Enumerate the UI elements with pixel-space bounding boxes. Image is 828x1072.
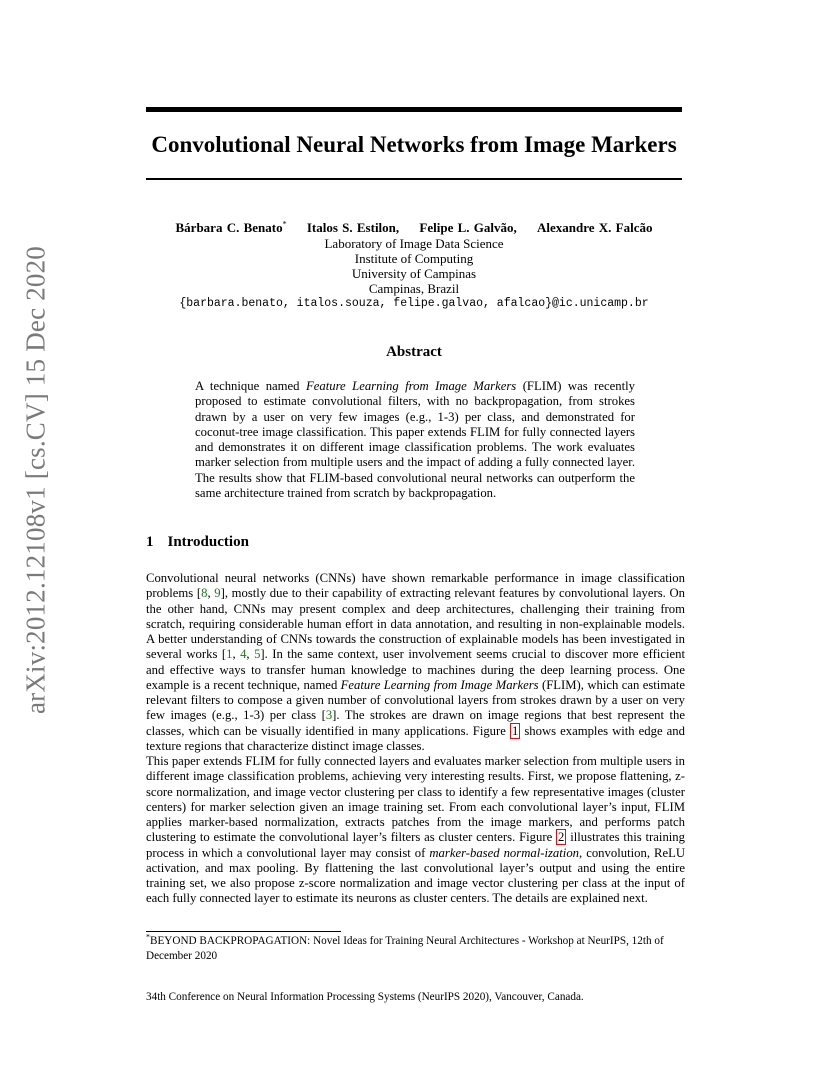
footnote-rule bbox=[146, 931, 341, 932]
title-top-rule bbox=[146, 107, 682, 112]
citation-link[interactable]: 8 bbox=[201, 586, 208, 601]
intro-paragraph-2: This paper extends FLIM for fully connected layers and evaluates marker selection from multiple users in different image classification problems, achieving very interesting results. First, we propose flattening, z-score normalization, and image vector clustering per class to identify a few representative images (cluster centers) for marker selection given an image training set. From each convolutional layer’s input, FLIM applies marker-based normalization, extracts patches from the image markers, and performs patch clustering to estimate the convolutional layer’s filters as cluster centers. Figure 2 illustrates this training process in which a convolutional layer may consist of marker-based normal-ization, convolution, ReLU activation, and max pooling. By flattening the last convolutional layer’s output and using the entire training set, we also propose z-score normalization and image vector clustering per class at the input of each fully connected layer to estimate its neurons as cluster centers. The details are explained next. bbox=[146, 754, 686, 906]
figure-ref-link[interactable]: 1 bbox=[511, 723, 519, 738]
author-emails: {barbara.benato, italos.souza, felipe.galvao, afalcao}@ic.unicamp.br bbox=[179, 297, 649, 311]
author-footnote-mark: * bbox=[282, 220, 287, 229]
conference-notice: 34th Conference on Neural Information Processing Systems (NeurIPS 2020), Vancouver, Canada. bbox=[146, 991, 584, 1003]
paper-title: Convolutional Neural Networks from Image Markers bbox=[151, 132, 677, 157]
author-block bbox=[146, 216, 682, 312]
author-3: Felipe L. Galvão, bbox=[419, 220, 517, 236]
arxiv-sidebar bbox=[10, 245, 62, 715]
author-2: Italos S. Estilon, bbox=[306, 220, 400, 236]
section-heading-introduction bbox=[146, 534, 682, 551]
citation-link[interactable]: 1 bbox=[226, 647, 233, 662]
section-number: 1 bbox=[146, 534, 154, 550]
footnote-text: BEYOND BACKPROPAGATION: Novel Ideas for Training Neural Architectures - Workshop at NeurIPS, 12th of December 2020 bbox=[146, 935, 664, 962]
citation-link[interactable]: 5 bbox=[254, 647, 261, 662]
author-names bbox=[146, 216, 682, 236]
citation-link[interactable]: 4 bbox=[240, 647, 247, 662]
intro-paragraph-1: Convolutional neural networks (CNNs) have shown remarkable performance in image classification problems [8, 9], mostly due to their capability of extracting relevant features by convolutional layers. On the other hand, CNNs may present complex and deep architectures, challenging their training from scratch, requiring considerable human effort in data annotation, and resulting in non-explainable models. A better understanding of CNNs towards the construction of explainable models has been investigated in several works [1, 4, 5]. In the same context, user involvement seems crucial to discover more efficient and effective ways to transfer human knowledge to machines during the deep learning process. One example is a recent technique, named Feature Learning from Image Markers (FLIM), which can estimate relevant filters to compose a given number of convolutional layers from strokes drawn by a user on very few images (e.g., 1-3) per class [3]. The strokes are drawn on image regions that best represent the classes, which can be visually identified in many applications. Figure 1 shows examples with edge and texture regions that characterize distinct image classes. bbox=[146, 571, 686, 753]
section-title: Introduction bbox=[167, 534, 249, 550]
footnote-mark: * bbox=[146, 932, 150, 942]
title-bottom-rule bbox=[146, 178, 682, 180]
affiliation-university: University of Campinas bbox=[351, 266, 477, 282]
affiliation-location: Campinas, Brazil bbox=[368, 281, 460, 297]
author-1: Bárbara C. Benato* bbox=[175, 220, 287, 236]
footnote bbox=[146, 934, 686, 963]
citation-link[interactable]: 3 bbox=[325, 708, 333, 723]
arxiv-identifier: arXiv:2012.12108v1 [cs.CV] 15 Dec 2020 bbox=[20, 245, 51, 715]
citation-link[interactable]: 9 bbox=[214, 586, 221, 601]
figure-ref-link[interactable]: 2 bbox=[558, 830, 565, 845]
author-4: Alexandre X. Falcão bbox=[537, 220, 653, 236]
affiliation-lab: Laboratory of Image Data Science bbox=[324, 236, 504, 252]
affiliation-institute: Institute of Computing bbox=[354, 251, 474, 267]
abstract-text: A technique named Feature Learning from Image Markers (FLIM) was recently proposed to estimate convolutional filters, with no backpropagation, from strokes drawn by a user on very few images (e.g., 1-3) per class, and demonstrated for coconut-tree image classification. This paper extends FLIM for fully connected layers and demonstrates it on different image classification problems. The work evaluates marker selection from multiple users and the impact of adding a fully connected layer. The results show that FLIM-based convolutional neural networks can outperform the same architecture trained from scratch by backpropagation. bbox=[195, 379, 635, 501]
abstract-heading: Abstract bbox=[386, 344, 442, 360]
